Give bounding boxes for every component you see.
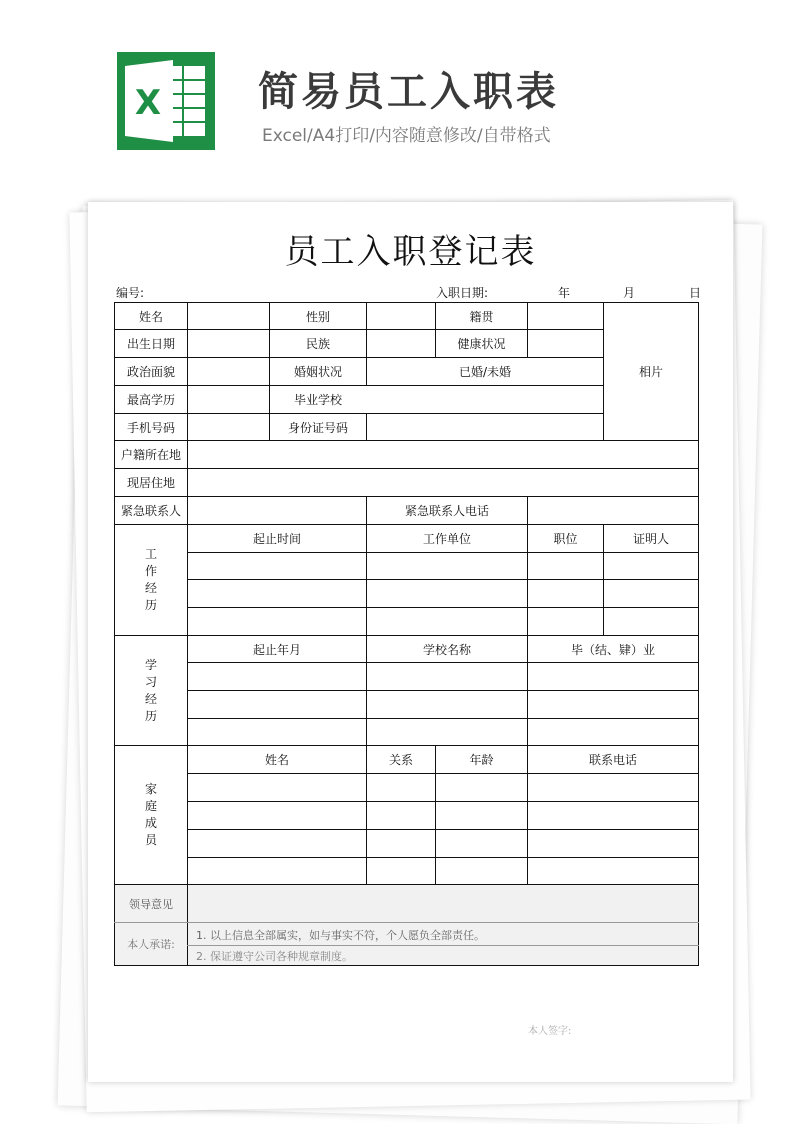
study-header-school: 学校名称: [422, 642, 471, 657]
year-label: 年: [558, 286, 571, 300]
health-field[interactable]: [528, 330, 603, 357]
family-header-relation: 关系: [388, 753, 413, 767]
label-pledge: 本人承诺:: [127, 938, 175, 951]
birth-date-field[interactable]: [188, 330, 269, 357]
label-household-registration: 户籍所在地: [120, 448, 181, 462]
label-phone: 手机号码: [126, 420, 175, 435]
excel-logo-icon: [117, 52, 215, 150]
emergency-contact-field[interactable]: [188, 497, 366, 524]
phone-field[interactable]: [188, 414, 269, 440]
name-field[interactable]: [188, 303, 269, 329]
family-header-age: 年龄: [469, 753, 494, 767]
label-native-place: 籍贯: [469, 309, 494, 324]
label-current-address: 现居住地: [126, 476, 175, 490]
gender-field[interactable]: [367, 303, 435, 329]
family-header-name: 姓名: [264, 753, 289, 767]
work-header-company: 工作单位: [422, 532, 471, 546]
day-label: 日: [689, 286, 702, 300]
label-ethnicity: 民族: [305, 337, 330, 351]
page-title: 简易员工入职表: [258, 69, 559, 115]
signature-label: 本人签字:: [528, 1026, 572, 1037]
pledge-item: 1. 以上信息全部属实，如与事实不符，个人愿负全部责任。: [196, 928, 485, 942]
label-political-status: 政治面貌: [126, 365, 175, 379]
form-title: 员工入职登记表: [284, 232, 537, 272]
header-banner: [0, 0, 800, 190]
ethnicity-field[interactable]: [367, 330, 435, 357]
label-birth-date: 出生日期: [126, 337, 175, 351]
id-number-field[interactable]: [367, 414, 603, 440]
page-subtitle: Excel/A4打印/内容随意修改/自带格式: [262, 126, 551, 146]
marital-status-options[interactable]: 已婚/未婚: [458, 365, 512, 379]
work-header-reference: 证明人: [632, 532, 669, 546]
label-marital-status: 婚姻状况: [293, 365, 342, 379]
work-header-position: 职位: [553, 532, 578, 546]
section-work-experience: 工 作 经 历: [144, 547, 157, 612]
study-header-graduation: 毕（结、肄）业: [570, 642, 655, 657]
label-leader-opinion: 领导意见: [129, 897, 173, 911]
label-id-number: 身份证号码: [287, 420, 348, 435]
label-gender: 性别: [305, 309, 330, 324]
political-status-field[interactable]: [188, 358, 269, 385]
family-header-phone: 联系电话: [588, 753, 637, 767]
section-study-experience: 学 习 经 历: [144, 657, 157, 723]
photo-box[interactable]: 相片: [638, 365, 663, 379]
number-label: 编号:: [116, 286, 145, 300]
household-registration-field[interactable]: [188, 441, 698, 468]
label-health: 健康状况: [457, 337, 506, 351]
emergency-phone-field[interactable]: [528, 497, 698, 524]
section-family-members: 家 庭 成 员: [144, 782, 157, 847]
label-emergency-contact: 紧急联系人: [120, 504, 181, 518]
svg-text:X: X: [134, 83, 162, 123]
label-name: 姓名: [138, 309, 163, 324]
graduate-school-field[interactable]: [367, 386, 603, 413]
form-sheet: [88, 202, 733, 1082]
education-field[interactable]: [188, 386, 269, 413]
entry-date-label: 入职日期:: [436, 286, 489, 300]
month-label: 月: [623, 286, 636, 300]
study-header-period: 起止年月: [252, 642, 301, 657]
current-address-field[interactable]: [188, 469, 698, 496]
native-place-field[interactable]: [528, 303, 603, 329]
label-graduate-school: 毕业学校: [293, 393, 342, 407]
label-emergency-phone: 紧急联系人电话: [404, 504, 489, 518]
work-header-period: 起止时间: [252, 532, 301, 546]
pledge-item: 2. 保证遵守公司各种规章制度。: [196, 950, 353, 963]
leader-opinion-field[interactable]: [188, 885, 698, 922]
label-education: 最高学历: [126, 393, 175, 407]
